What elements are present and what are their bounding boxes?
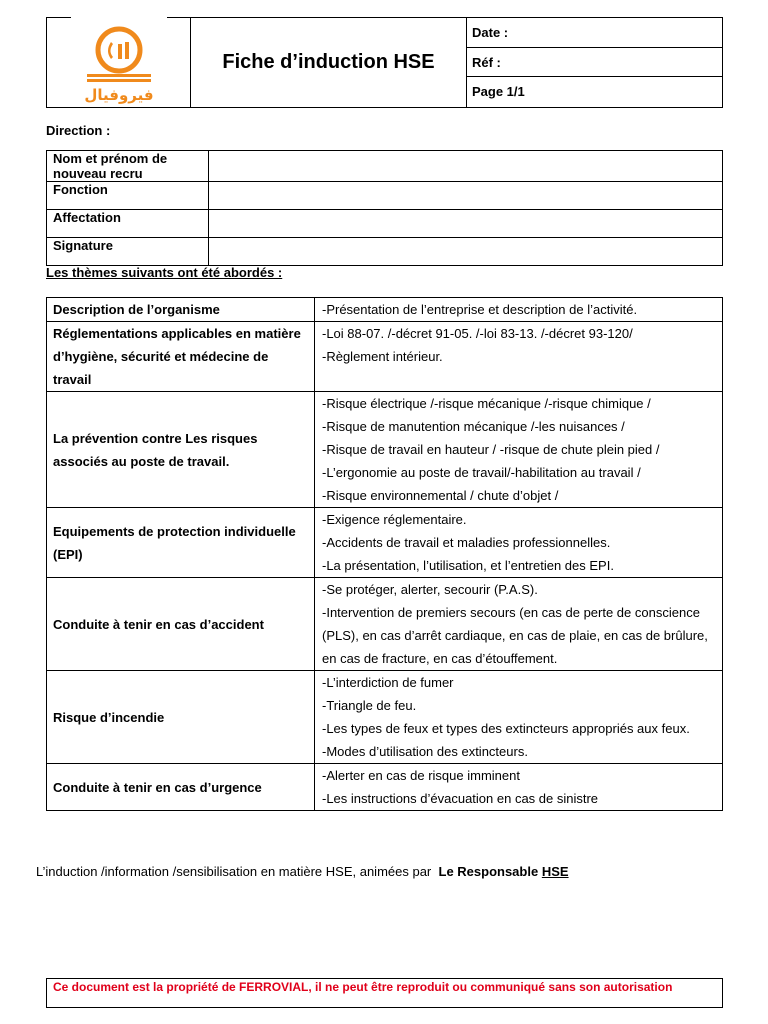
recruit-value[interactable] [209,151,723,182]
topic-line: -Triangle de feu. [322,698,417,713]
table-row [47,578,723,671]
topic-title: Description de l’organisme [47,298,315,322]
table-row [47,298,723,322]
table-row [47,508,723,578]
recruit-value[interactable] [209,210,723,238]
topic-details [315,508,723,578]
table-row [47,322,723,392]
topic-line: -Loi 88-07. /-décret 91-05. /-loi 83-13. /-décret 93-120/ [322,326,633,341]
topic-line: -Exigence réglementaire. [322,512,467,527]
direction-label: Direction : [46,123,111,138]
topic-details [315,578,723,671]
table-row [47,764,723,811]
topic-line: -Risque environnemental / chute d’objet / [322,488,559,503]
topic-title: La prévention contre Les risques associés au poste de travail. [47,392,315,508]
document-header [46,17,723,108]
themes-heading: Les thèmes suivants ont été abordés : [46,265,283,280]
topic-details [315,322,723,392]
topics-table [46,297,723,811]
topic-line: -Présentation de l’entreprise et description de l’activité. [322,302,638,317]
topic-details [315,392,723,508]
topic-line: -Les types de feux et types des extincteurs appropriés aux feux. [322,721,690,736]
topic-line: -La présentation, l’utilisation, et l’entretien des EPI. [322,558,614,573]
topic-line: -Règlement intérieur. [322,349,443,364]
table-row [47,671,723,764]
topic-line: -L’ergonomie au poste de travail/-habilitation au travail / [322,465,641,480]
responsible-prefix: Le Responsable [438,864,539,879]
document-title: Fiche d’induction HSE [191,18,467,107]
logo-text: فيروفيال [84,86,154,104]
topic-line: -Modes d’utilisation des extincteurs. [322,744,528,759]
topic-title: Risque d’incendie [47,671,315,764]
topic-title: Equipements de protection individuelle (EPI) [47,508,315,578]
topic-line: -Les instructions d’évacuation en cas de sinistre [322,791,599,806]
topic-details [315,671,723,764]
topic-details [315,764,723,811]
topic-line: -Alerter en cas de risque imminent [322,768,520,783]
topic-title: Conduite à tenir en cas d’urgence [47,764,315,811]
recruit-label: Nom et prénom de nouveau recru [47,151,209,182]
ferrovial-logo-icon [47,18,191,107]
responsible-hse: HSE [541,864,569,879]
topic-line: -Risque de travail en hauteur / -risque de chute plein pied / [322,442,660,457]
recruit-label: Fonction [47,182,209,210]
topic-line: -Risque électrique /-risque mécanique /-risque chimique / [322,396,651,411]
page-number: Page 1/1 [472,84,525,100]
recruit-value[interactable] [209,182,723,210]
topic-line: -L’interdiction de fumer [322,675,454,690]
ref-field: Réf : [467,48,722,78]
date-field: Date : [467,18,722,48]
topic-title: Conduite à tenir en cas d’accident [47,578,315,671]
recruit-label: Signature [47,238,209,266]
logo-cell [47,18,191,107]
topic-line: -Accidents de travail et maladies professionnelles. [322,535,611,550]
confidentiality-notice: Ce document est la propriété de FERROVIAL, il ne peut être reproduit ou communiqué sans son autorisation [46,978,723,1008]
topic-line: -Intervention de premiers secours (en cas de perte de conscience (PLS), en cas d’arrêt cardiaque, en cas de plaie, en cas de brûlure, en cas de fracture, en cas d’étouffement. [322,605,708,666]
recruit-value[interactable] [209,238,723,266]
header-meta [467,18,722,107]
topic-line: -Risque de manutention mécanique /-les nuisances / [322,419,625,434]
induction-statement [36,864,569,879]
topic-title: Réglementations applicables en matière d’hygiène, sécurité et médecine de travail [47,322,315,392]
recruit-label: Affectation [47,210,209,238]
topic-line: -Se protéger, alerter, secourir (P.A.S). [322,582,538,597]
recruit-table [46,150,723,266]
induction-text: L’induction /information /sensibilisation en matière HSE, animées par [36,864,432,879]
table-row [47,392,723,508]
topic-details [315,298,723,322]
